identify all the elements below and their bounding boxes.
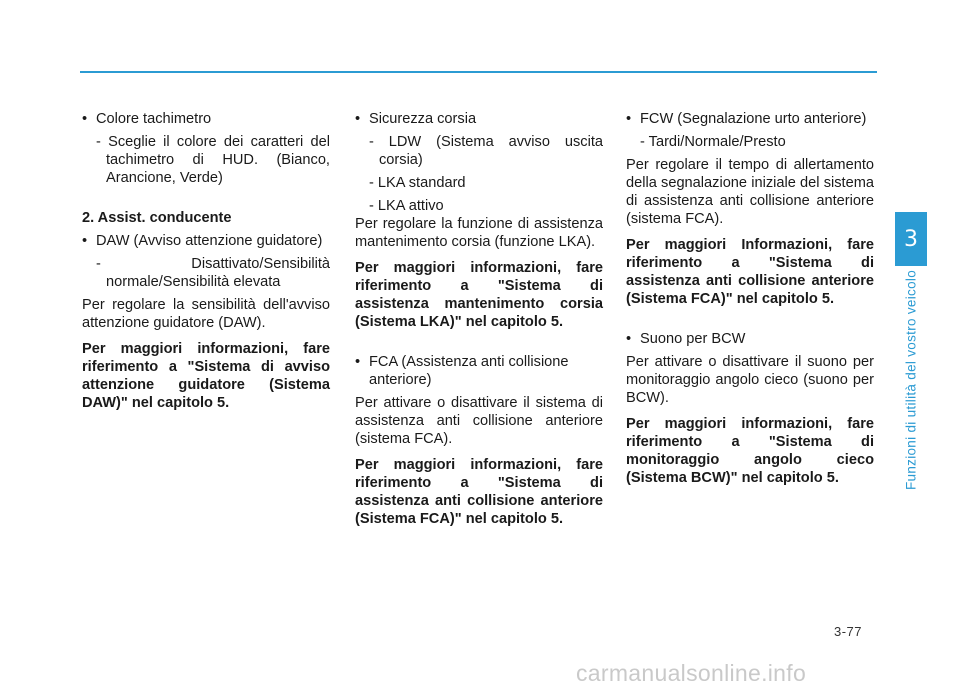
bullet-speedometer-color: • Colore tachimetro: [82, 110, 330, 128]
paragraph-lka: Per regolare la funzione di assistenza mantenimento corsia (funzione LKA).: [355, 216, 603, 250]
top-divider: [80, 71, 877, 73]
page-number: 3-77: [834, 624, 863, 639]
reference-daw: Per maggiori informazioni, fare riferimento a "Sistema di avviso attenzione guidatore (Sistema DAW)" nel capitolo 5.: [82, 341, 330, 411]
section-heading: 2. Assist. conducente: [82, 210, 232, 226]
bullet-fcw: • FCW (Segnalazione urto anteriore): [626, 110, 874, 128]
bullet-bcw-sound: • Suono per BCW: [626, 330, 874, 348]
chapter-number: 3: [904, 226, 918, 252]
chapter-title: Funzioni di utilità del vostro veicolo: [903, 269, 919, 491]
reference-bcw: Per maggiori informazioni, fare riferimento a "Sistema di monitoraggio angolo cieco (Sistema BCW)" nel capitolo 5.: [626, 416, 874, 486]
chapter-tab: [895, 212, 927, 266]
bullet-daw: • DAW (Avviso attenzione guidatore): [82, 232, 330, 250]
watermark: carmanualsonline.info: [576, 660, 807, 686]
sub-lka-standard: - LKA standard: [369, 175, 466, 191]
paragraph-daw: Per regolare la sensibilità dell'avviso attenzione guidatore (DAW).: [82, 297, 330, 331]
paragraph-fcw: Per regolare il tempo di allertamento della segnalazione iniziale del sistema di assistenza anti collisione anteriore (sistema FCA).: [626, 157, 874, 227]
column-1: [82, 110, 330, 412]
column-2: [355, 110, 603, 528]
reference-fca: Per maggiori informazioni, fare riferimento a "Sistema di assistenza anti collisione anteriore (Sistema FCA)" nel capitolo 5.: [355, 457, 603, 527]
sub-speedometer-color: - Sceglie il colore dei caratteri del tachimetro di HUD. (Bianco, Arancione, Verde): [96, 134, 330, 186]
sub-daw-line1: - Disattivato/Sensibilità: [96, 256, 330, 272]
column-3: [626, 110, 874, 487]
sub-ldw: - LDW (Sistema avviso uscita corsia): [369, 134, 603, 168]
reference-lka: Per maggiori informazioni, fare riferimento a "Sistema di assistenza mantenimento corsia (Sistema LKA)" nel capitolo 5.: [355, 260, 603, 330]
sub-lka-active: - LKA attivo: [369, 198, 444, 214]
bullet-fca: • FCA (Assistenza anti collisione anteriore): [355, 353, 603, 389]
sub-daw-line2: normale/Sensibilità elevata: [106, 274, 281, 290]
paragraph-fca: Per attivare o disattivare il sistema di assistenza anti collisione anteriore (sistema FCA).: [355, 395, 603, 447]
sub-fcw: - Tardi/Normale/Presto: [640, 134, 786, 150]
paragraph-bcw: Per attivare o disattivare il suono per monitoraggio angolo cieco (suono per BCW).: [626, 354, 874, 406]
reference-fcw: Per maggiori Informazioni, fare riferimento a "Sistema di assistenza anti collisione anteriore (Sistema FCA)" nel capitolo 5.: [626, 237, 874, 307]
bullet-lane-safety: • Sicurezza corsia: [355, 110, 603, 128]
